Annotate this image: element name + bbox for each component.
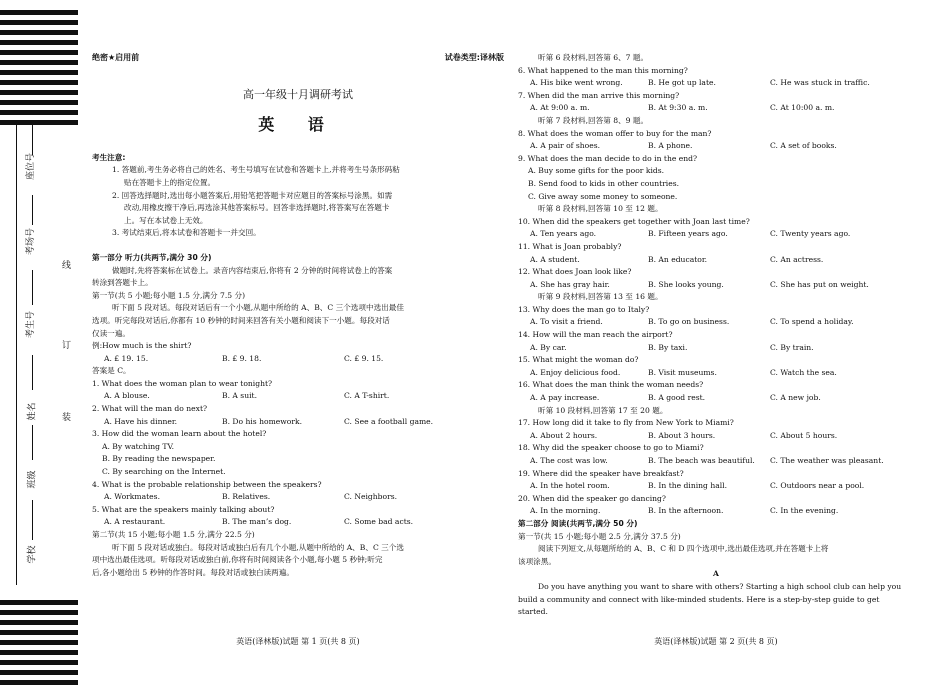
p2sec1-intro: 阅读下列短文,从每题所给的 A、B、C 和 D 四个选项中,选出最佳选项,并在答题卡上将 bbox=[538, 544, 829, 554]
option-c: C. A set of books. bbox=[770, 141, 837, 151]
question-10: 10. When did the speakers get together with Joan last time? bbox=[518, 216, 750, 226]
q6-options bbox=[518, 77, 914, 90]
option-a: A. Ten years ago. bbox=[530, 229, 597, 239]
sec1-intro: 听下面 5 段对话。每段对话后有一个小题,从题中所给的 A、B、C 三个选项中选出最佳 bbox=[112, 303, 404, 313]
option-b: B. £ 9. 18. bbox=[222, 353, 262, 363]
field-line bbox=[32, 425, 33, 460]
q4-options bbox=[92, 491, 504, 504]
option-c: C. Twenty years ago. bbox=[770, 229, 851, 239]
option-b: B. An educator. bbox=[648, 254, 708, 264]
option-b: B. About 3 hours. bbox=[648, 430, 716, 440]
field-line bbox=[32, 355, 33, 390]
option-a: A. In the morning. bbox=[530, 506, 601, 516]
p2sec1-intro: 该项涂黑。 bbox=[518, 556, 556, 566]
notice-line: 2. 回答选择题时,选出每小题答案后,用铅笔把答题卡对应题目的答案标号涂黑。如需 bbox=[112, 190, 393, 200]
material-heading: 听第 9 段材料,回答第 13 至 16 题。 bbox=[538, 292, 663, 302]
option-c: C. By train. bbox=[770, 342, 814, 352]
page-header bbox=[92, 52, 504, 65]
option-b: B. A suit. bbox=[222, 391, 257, 401]
option-a: A. The cost was low. bbox=[530, 456, 608, 465]
option-c: C. See a football game. bbox=[344, 416, 434, 426]
notice-heading: 考生注意: bbox=[92, 152, 126, 162]
question-19: 19. Where did the speaker have breakfast? bbox=[518, 468, 684, 478]
q12-options bbox=[518, 279, 914, 292]
binding-line bbox=[16, 125, 17, 585]
option-b: B. In the dining hall. bbox=[648, 481, 728, 491]
option-b: B. She looks young. bbox=[648, 279, 724, 289]
option-b: B. A phone. bbox=[648, 141, 693, 151]
material-heading: 听第 8 段材料,回答第 10 至 12 题。 bbox=[538, 204, 663, 214]
option-a: A. Enjoy delicious food. bbox=[530, 367, 621, 377]
passage-line: Do you have anything you want to share with others? Starting a high school club can help you bbox=[538, 581, 902, 591]
question-14: 14. How will the man reach the airport? bbox=[518, 330, 673, 340]
material-heading: 听第 10 段材料,回答第 17 至 20 题。 bbox=[538, 405, 668, 415]
option-a: A. In the hotel room. bbox=[530, 481, 610, 491]
option-c: C. Some bad acts. bbox=[344, 517, 414, 527]
option-b: B. He got up late. bbox=[648, 78, 716, 88]
question-11: 11. What is Joan probably? bbox=[518, 241, 622, 251]
sec1-heading: 第一节(共 5 小题;每小题 1.5 分,满分 7.5 分) bbox=[92, 290, 246, 300]
question-13: 13. Why does the man go to Italy? bbox=[518, 304, 650, 314]
question-5: 5. What are the speakers mainly talking about? bbox=[92, 504, 275, 514]
option-b: B. By taxi. bbox=[648, 342, 688, 352]
question-3: 3. How did the woman learn about the hotel? bbox=[92, 429, 267, 439]
option-b: B. Visit museums. bbox=[648, 367, 717, 377]
q20-options bbox=[518, 505, 914, 518]
notice-line: 上。写在本试卷上无效。 bbox=[124, 215, 208, 225]
question-4: 4. What is the probable relationship between the speakers? bbox=[92, 479, 322, 489]
option-c: C. An actress. bbox=[770, 254, 824, 264]
field-candidate-no: 考生号 bbox=[26, 310, 37, 339]
part2-heading: 第二部分 阅读(共两节,满分 50 分) bbox=[518, 518, 638, 528]
question-16: 16. What does the man think the woman needs? bbox=[518, 380, 704, 390]
material-heading: 听第 7 段材料,回答第 8、9 题。 bbox=[538, 115, 649, 125]
q5-options bbox=[92, 516, 504, 529]
field-room: 考场号 bbox=[26, 227, 37, 256]
field-class: 班级 bbox=[27, 470, 38, 489]
example-options bbox=[92, 353, 504, 366]
option-a: A. Workmates. bbox=[104, 492, 160, 502]
option-b: B. To go on business. bbox=[648, 317, 730, 327]
option-a: A. At 9:00 a. m. bbox=[530, 103, 590, 113]
q10-options bbox=[518, 228, 914, 241]
question-18: 18. Why did the speaker choose to go to Miami? bbox=[518, 443, 704, 453]
option-c: C. By searching on the Internet. bbox=[102, 467, 226, 477]
field-name: 姓名 bbox=[27, 402, 38, 421]
page-footer: 英语(译林版)试题 第 2 页(共 8 页) bbox=[654, 637, 778, 646]
page-footer: 英语(译林版)试题 第 1 页(共 8 页) bbox=[236, 637, 360, 646]
q15-options bbox=[518, 367, 914, 380]
option-c: C. To spend a holiday. bbox=[770, 317, 854, 327]
option-b: B. Relatives. bbox=[222, 492, 271, 502]
field-line bbox=[32, 500, 33, 540]
part1-intro: 做题时,先将答案标在试卷上。录音内容结束后,你将有 2 分钟的时间将试卷上的答案 bbox=[112, 265, 393, 275]
option-b: B. A good rest. bbox=[648, 393, 706, 403]
field-school: 学校 bbox=[27, 545, 38, 564]
field-line bbox=[32, 270, 33, 305]
field-seat: 座位号 bbox=[26, 152, 37, 181]
option-a: A. His bike went wrong. bbox=[530, 78, 623, 88]
option-c: C. About 5 hours. bbox=[770, 430, 838, 440]
option-c: C. Watch the sea. bbox=[770, 367, 837, 377]
option-c: C. A T-shirt. bbox=[344, 391, 390, 401]
q16-options bbox=[518, 392, 914, 405]
option-a: A. Have his dinner. bbox=[104, 416, 178, 426]
option-c: C. He was stuck in traffic. bbox=[770, 78, 870, 88]
passage-line: started. bbox=[518, 607, 548, 617]
question-20: 20. When did the speaker go dancing? bbox=[518, 493, 666, 503]
material-heading: 听第 6 段材料,回答第 6、7 题。 bbox=[538, 53, 649, 62]
notice-line: 3. 考试结束后,将本试卷和答题卡一并交回。 bbox=[112, 228, 261, 238]
passage-label: A bbox=[713, 569, 719, 579]
q19-options bbox=[518, 480, 914, 493]
exam-title: 高一年级十月调研考试 bbox=[243, 87, 353, 101]
question-9: 9. What does the man decide to do in the end? bbox=[518, 153, 698, 163]
passage-line: build a community and connect with like-minded students. Here is a step-by-step guide to get bbox=[518, 594, 880, 604]
question-8: 8. What does the woman offer to buy for the man? bbox=[518, 128, 712, 138]
sec2-intro: 后,各小题给出 5 秒钟的作答时间。每段对话或独白读两遍。 bbox=[92, 567, 294, 577]
option-c: C. She has put on weight. bbox=[770, 279, 869, 289]
subject-title: 英 语 bbox=[258, 115, 338, 135]
option-a: A. By watching TV. bbox=[102, 441, 175, 451]
part1-intro: 转涂到答题卡上。 bbox=[92, 278, 153, 288]
option-b: B. By reading the newspaper. bbox=[102, 454, 216, 464]
option-c: C. Give away some money to someone. bbox=[528, 191, 678, 201]
option-a: A. About 2 hours. bbox=[530, 430, 598, 440]
option-a: A. A student. bbox=[530, 254, 580, 264]
option-a: A. Buy some gifts for the poor kids. bbox=[528, 166, 665, 176]
page-2 bbox=[518, 0, 914, 646]
q18-options bbox=[518, 455, 914, 468]
question-2: 2. What will the man do next? bbox=[92, 404, 208, 414]
option-c: C. A new job. bbox=[770, 393, 821, 403]
confidential-label: 绝密★启用前 bbox=[92, 53, 140, 62]
page-1 bbox=[92, 0, 504, 646]
q1-options bbox=[92, 390, 504, 403]
sec2-heading: 第二节(共 15 小题;每小题 1.5 分,满分 22.5 分) bbox=[92, 530, 255, 539]
field-line bbox=[32, 120, 33, 155]
option-b: B. Send food to kids in other countries. bbox=[528, 178, 680, 188]
option-a: A. A restaurant. bbox=[104, 517, 166, 527]
option-a: A. A pair of shoes. bbox=[530, 141, 601, 151]
question-7: 7. When did the man arrive this morning? bbox=[518, 90, 680, 100]
option-a: A. A blouse. bbox=[104, 391, 150, 401]
notice-line: 1. 答题前,考生务必将自己的姓名、考生号填写在试卷和答题卡上,并将考生号条形码粘 bbox=[112, 165, 400, 175]
sec2-intro: 听下面 5 段对话或独白。每段对话或独白后有几个小题,从题中所给的 A、B、C 三个选 bbox=[112, 542, 404, 552]
q13-options bbox=[518, 316, 914, 329]
q17-options bbox=[518, 430, 914, 443]
example-question: 例:How much is the shirt? bbox=[92, 341, 192, 351]
q7-options bbox=[518, 102, 914, 115]
option-b: B. In the afternoon. bbox=[648, 506, 724, 516]
option-c: C. In the evening. bbox=[770, 506, 839, 516]
field-line bbox=[32, 195, 33, 225]
part1-heading: 第一部分 听力(共两节,满分 30 分) bbox=[92, 252, 212, 262]
option-b: B. The man’s dog. bbox=[222, 517, 292, 527]
sec1-intro: 仅读一遍。 bbox=[92, 328, 130, 338]
option-b: B. At 9:30 a. m. bbox=[648, 103, 708, 113]
q11-options bbox=[518, 254, 914, 267]
option-a: A. She has gray hair. bbox=[530, 279, 610, 289]
q14-options bbox=[518, 342, 914, 355]
question-15: 15. What might the woman do? bbox=[518, 355, 639, 365]
notice-line: 改动,用橡皮擦干净后,再选涂其他答案标号。回答非选择题时,将答案写在答题卡 bbox=[124, 203, 390, 213]
q2-options bbox=[92, 416, 504, 429]
question-17: 17. How long did it take to fly from New York to Miami? bbox=[518, 418, 734, 428]
q8-options bbox=[518, 140, 914, 153]
question-1: 1. What does the woman plan to wear tonight? bbox=[92, 378, 273, 388]
option-c: C. At 10:00 a. m. bbox=[770, 103, 835, 113]
option-a: A. By car. bbox=[530, 342, 567, 352]
option-c: C. The weather was pleasant. bbox=[770, 456, 884, 465]
p2sec1-heading: 第一节(共 15 小题;每小题 2.5 分,满分 37.5 分) bbox=[518, 531, 681, 541]
option-a: A. A pay increase. bbox=[530, 393, 600, 403]
option-a: A. To visit a friend. bbox=[530, 317, 603, 327]
paper-type: 试卷类型:译林版 bbox=[444, 53, 504, 62]
question-12: 12. What does Joan look like? bbox=[518, 267, 632, 277]
mark-line: 线 bbox=[62, 261, 72, 271]
mark-zhuang: 装 bbox=[62, 413, 72, 423]
example-answer: 答案是 C。 bbox=[92, 366, 131, 376]
notice-line: 贴在答题卡上的指定位置。 bbox=[124, 177, 216, 187]
option-b: B. The beach was beautiful. bbox=[648, 456, 755, 465]
option-a: A. £ 19. 15. bbox=[104, 353, 149, 363]
sec2-intro: 项中选出最佳选项。听每段对话或独白前,你将有时间阅读各个小题,每小题 5 秒钟;听完 bbox=[92, 555, 383, 565]
option-b: B. Do his homework. bbox=[222, 416, 302, 426]
mark-ding: 订 bbox=[62, 341, 72, 351]
option-c: C. £ 9. 15. bbox=[344, 353, 384, 363]
option-c: C. Outdoors near a pool. bbox=[770, 481, 865, 491]
sec1-intro: 选项。听完每段对话后,你都有 10 秒钟的时间来回答有关小题和阅读下一小题。每段对话 bbox=[92, 315, 390, 325]
option-c: C. Neighbors. bbox=[344, 492, 398, 502]
option-b: B. Fifteen years ago. bbox=[648, 229, 728, 239]
question-6: 6. What happened to the man this morning? bbox=[518, 65, 688, 75]
